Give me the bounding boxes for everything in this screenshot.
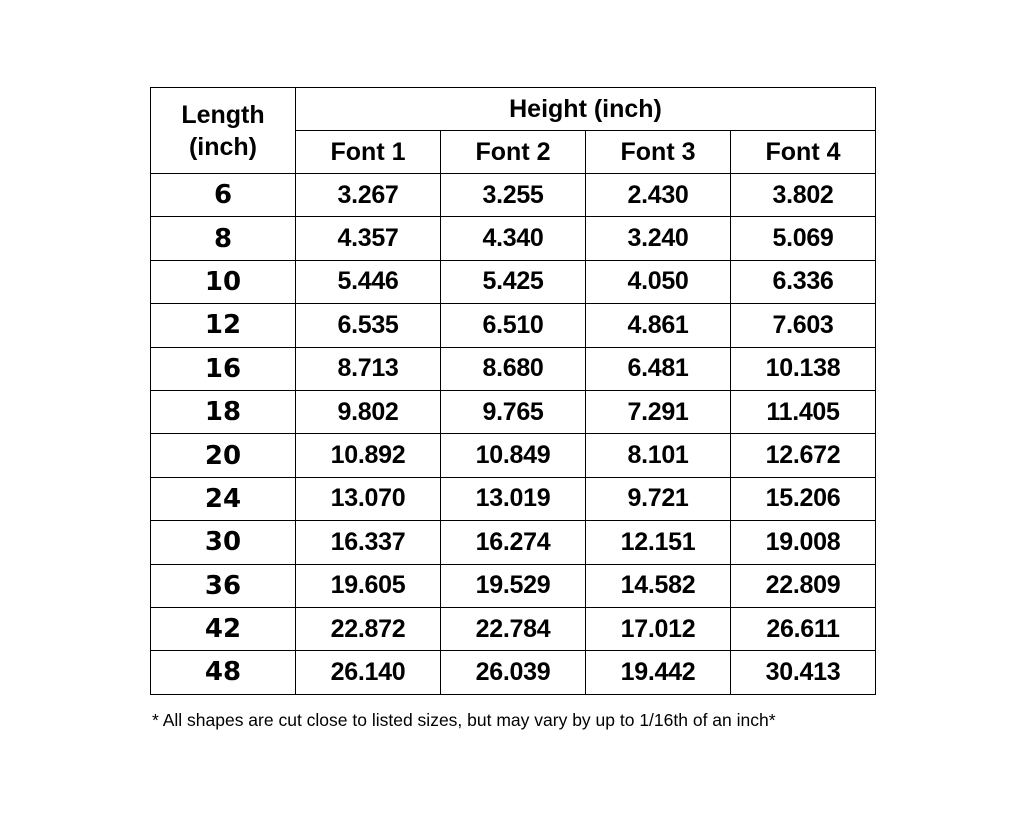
table-body bbox=[151, 174, 876, 695]
height-cell-font-3: 6.481 bbox=[586, 347, 731, 390]
size-table bbox=[150, 87, 876, 695]
font-header-2: Font 2 bbox=[441, 131, 586, 174]
font-header-1: Font 1 bbox=[296, 131, 441, 174]
height-cell-font-1: 26.140 bbox=[296, 651, 441, 694]
height-cell-font-3: 14.582 bbox=[586, 564, 731, 607]
height-cell-font-2: 9.765 bbox=[441, 390, 586, 433]
height-cell-font-4: 19.008 bbox=[731, 521, 876, 564]
height-cell-font-1: 19.605 bbox=[296, 564, 441, 607]
length-cell: 10 bbox=[151, 260, 296, 303]
height-cell-font-3: 9.721 bbox=[586, 477, 731, 520]
height-cell-font-1: 16.337 bbox=[296, 521, 441, 564]
height-cell-font-2: 8.680 bbox=[441, 347, 586, 390]
height-cell-font-3: 12.151 bbox=[586, 521, 731, 564]
height-cell-font-2: 4.340 bbox=[441, 217, 586, 260]
height-cell-font-3: 17.012 bbox=[586, 607, 731, 650]
header-row-1 bbox=[151, 88, 876, 131]
table-row bbox=[151, 434, 876, 477]
height-cell-font-2: 16.274 bbox=[441, 521, 586, 564]
height-cell-font-4: 15.206 bbox=[731, 477, 876, 520]
height-cell-font-4: 5.069 bbox=[731, 217, 876, 260]
height-cell-font-4: 12.672 bbox=[731, 434, 876, 477]
height-cell-font-1: 9.802 bbox=[296, 390, 441, 433]
height-cell-font-2: 3.255 bbox=[441, 174, 586, 217]
height-cell-font-3: 3.240 bbox=[586, 217, 731, 260]
height-cell-font-4: 7.603 bbox=[731, 304, 876, 347]
height-cell-font-1: 10.892 bbox=[296, 434, 441, 477]
font-header-4: Font 4 bbox=[731, 131, 876, 174]
height-cell-font-2: 13.019 bbox=[441, 477, 586, 520]
height-cell-font-4: 10.138 bbox=[731, 347, 876, 390]
height-header: Height (inch) bbox=[296, 88, 876, 131]
height-cell-font-2: 26.039 bbox=[441, 651, 586, 694]
height-cell-font-1: 3.267 bbox=[296, 174, 441, 217]
height-cell-font-2: 5.425 bbox=[441, 260, 586, 303]
height-cell-font-3: 8.101 bbox=[586, 434, 731, 477]
length-cell: 20 bbox=[151, 434, 296, 477]
height-cell-font-3: 19.442 bbox=[586, 651, 731, 694]
height-cell-font-1: 13.070 bbox=[296, 477, 441, 520]
height-cell-font-3: 7.291 bbox=[586, 390, 731, 433]
table-row bbox=[151, 477, 876, 520]
font-header-3: Font 3 bbox=[586, 131, 731, 174]
table-row bbox=[151, 564, 876, 607]
height-cell-font-1: 5.446 bbox=[296, 260, 441, 303]
height-cell-font-1: 6.535 bbox=[296, 304, 441, 347]
table-row bbox=[151, 260, 876, 303]
length-header-line1: Length bbox=[181, 100, 265, 129]
height-cell-font-4: 11.405 bbox=[731, 390, 876, 433]
length-header bbox=[151, 88, 296, 174]
footnote: * All shapes are cut close to listed sizes, but may vary by up to 1/16th of an inch* bbox=[152, 710, 776, 730]
height-cell-font-1: 4.357 bbox=[296, 217, 441, 260]
height-cell-font-4: 3.802 bbox=[731, 174, 876, 217]
height-cell-font-4: 22.809 bbox=[731, 564, 876, 607]
length-cell: 16 bbox=[151, 347, 296, 390]
length-cell: 36 bbox=[151, 564, 296, 607]
height-cell-font-4: 26.611 bbox=[731, 607, 876, 650]
height-cell-font-4: 6.336 bbox=[731, 260, 876, 303]
length-cell: 24 bbox=[151, 477, 296, 520]
height-cell-font-3: 4.861 bbox=[586, 304, 731, 347]
height-cell-font-2: 10.849 bbox=[441, 434, 586, 477]
table-row bbox=[151, 304, 876, 347]
height-cell-font-4: 30.413 bbox=[731, 651, 876, 694]
length-header-line2: (inch) bbox=[188, 132, 258, 161]
length-cell: 8 bbox=[151, 217, 296, 260]
height-cell-font-2: 19.529 bbox=[441, 564, 586, 607]
length-cell: 6 bbox=[151, 174, 296, 217]
length-cell: 42 bbox=[151, 607, 296, 650]
length-cell: 12 bbox=[151, 304, 296, 347]
table-row bbox=[151, 651, 876, 694]
table-row bbox=[151, 390, 876, 433]
table-row bbox=[151, 217, 876, 260]
length-cell: 30 bbox=[151, 521, 296, 564]
height-cell-font-3: 4.050 bbox=[586, 260, 731, 303]
table-row bbox=[151, 607, 876, 650]
height-cell-font-3: 2.430 bbox=[586, 174, 731, 217]
length-cell: 48 bbox=[151, 651, 296, 694]
table-row bbox=[151, 347, 876, 390]
table-row bbox=[151, 174, 876, 217]
height-cell-font-2: 22.784 bbox=[441, 607, 586, 650]
table-row bbox=[151, 521, 876, 564]
height-cell-font-1: 8.713 bbox=[296, 347, 441, 390]
height-cell-font-2: 6.510 bbox=[441, 304, 586, 347]
height-cell-font-1: 22.872 bbox=[296, 607, 441, 650]
length-cell: 18 bbox=[151, 390, 296, 433]
